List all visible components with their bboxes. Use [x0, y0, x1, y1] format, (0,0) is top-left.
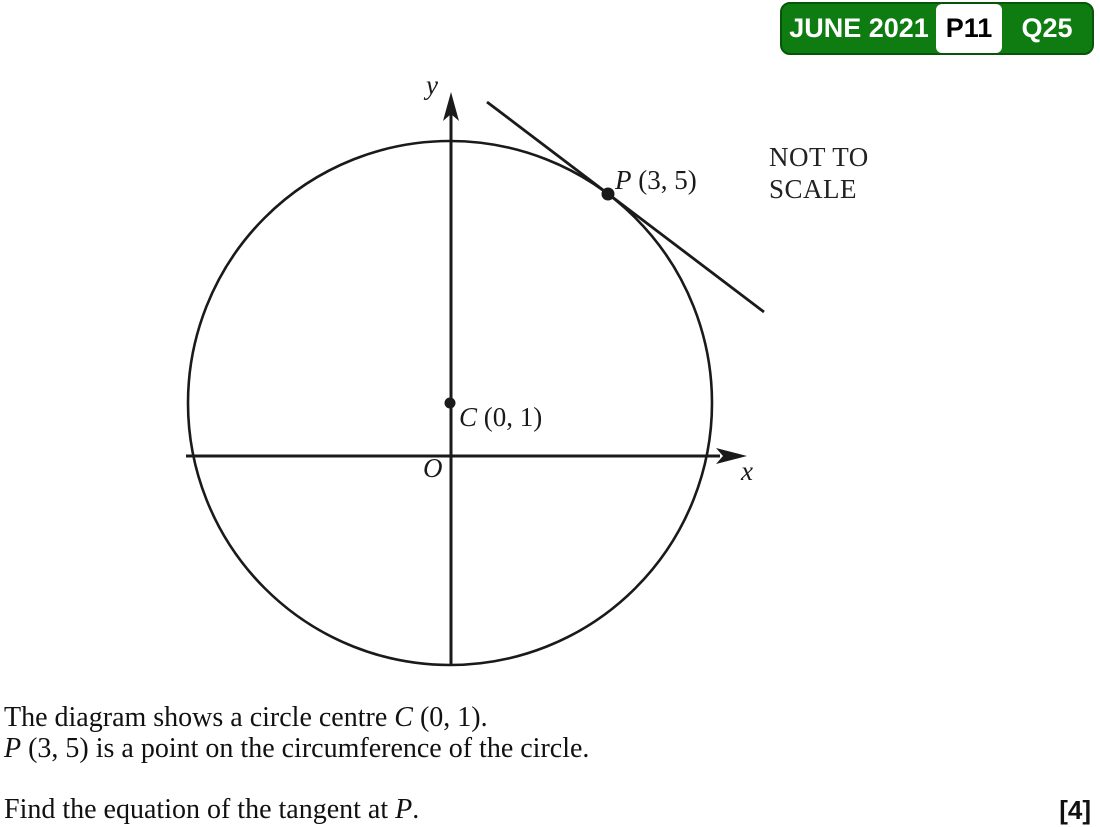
badge-question-number-label: Q25	[1021, 13, 1073, 43]
tangent-point-dot	[602, 188, 615, 201]
badge-paper-label: P11	[936, 4, 1002, 53]
point-label-coords: (3, 5)	[631, 165, 697, 195]
centre-label-coords: (0, 1)	[477, 402, 543, 432]
question-task	[4, 794, 419, 825]
not-to-scale-line2: SCALE	[769, 174, 858, 204]
badge-month-label: JUNE 2021	[789, 13, 929, 43]
centre-label	[459, 404, 542, 431]
point-label-name: P	[615, 165, 632, 195]
origin-label: O	[423, 453, 443, 483]
y-axis-label: y	[426, 70, 438, 100]
statement-line-1	[4, 702, 589, 733]
statement-line-1-post: (0, 1).	[412, 702, 488, 733]
statement-line-2-post: (3, 5) is a point on the circumference of the circle.	[21, 733, 590, 764]
centre-point-dot	[445, 398, 456, 409]
question-statement	[4, 702, 589, 764]
marks-label: [4]	[1059, 795, 1091, 825]
not-to-scale-note	[769, 141, 869, 205]
centre-label-name: C	[459, 402, 478, 432]
statement-line-1-var: C	[394, 702, 413, 733]
tangent-line	[487, 102, 764, 312]
x-axis-label: x	[741, 456, 753, 486]
statement-line-1-pre: The diagram shows a circle centre	[4, 702, 395, 733]
point-label	[615, 167, 697, 194]
task-pre: Find the equation of the tangent at	[4, 794, 396, 825]
statement-line-2-var: P	[4, 733, 22, 764]
statement-line-2	[4, 733, 589, 764]
not-to-scale-line1: NOT TO	[769, 142, 869, 172]
task-post: .	[412, 794, 420, 825]
task-var: P	[395, 794, 413, 825]
